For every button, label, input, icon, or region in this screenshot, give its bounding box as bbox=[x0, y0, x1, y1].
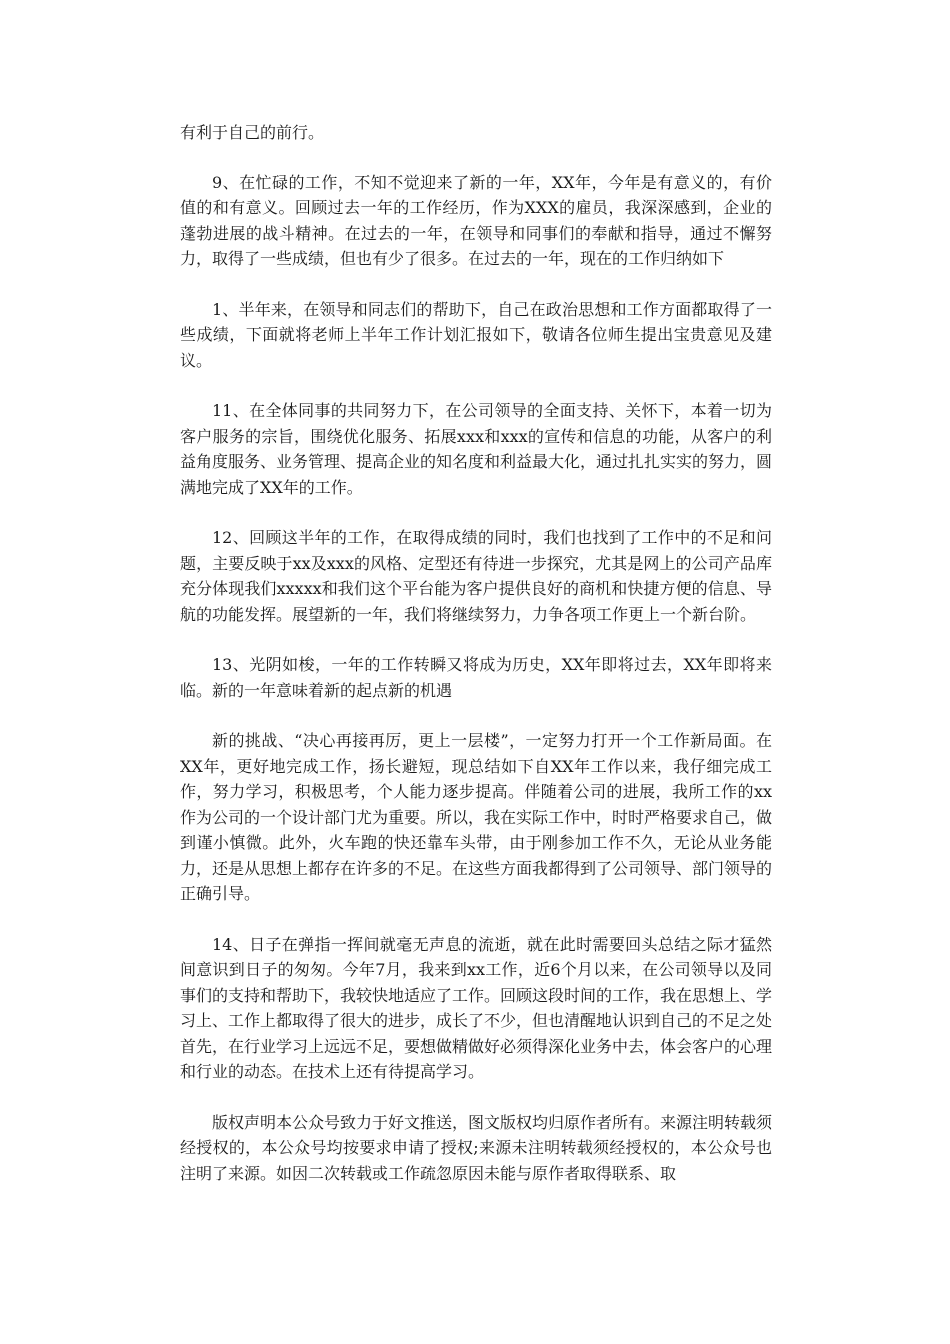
paragraph-copyright-notice: 版权声明本公众号致力于好文推送，图文版权均归原作者所有。来源注明转载须经授权的，本公众号均按要求申请了授权;来源未注明转载须经授权的，本公众号也注明了来源。如因二次转载或工作疏忽原因未能与原作者取得联系、取 bbox=[180, 1112, 773, 1183]
paragraph-continuation: 有利于自己的前行。 bbox=[180, 123, 325, 142]
paragraph-item-9: 9、在忙碌的工作，不知不觉迎来了新的一年，XX年，今年是有意义的，有价值的和有意义。回顾过去一年的工作经历，作为XXX的雇员，我深深感到，企业的蓬勃进展的战斗精神。在过去的一年，在领导和同事们的奉献和指导，通过不懈努力，取得了一些成绩，但也有少了很多。在过去的一年，现在的工作归纳如下 bbox=[180, 172, 772, 268]
paragraph-item-12: 12、回顾这半年的工作，在取得成绩的同时，我们也找到了工作中的不足和问题，主要反映于xx及xxx的风格、定型还有待进一步探究，尤其是网上的公司产品库充分体现我们xxxxx和我们这个平台能为客户提供良好的商机和快捷方便的信息、导航的功能发挥。展望新的一年，我们将继续努力，力争各项工作更上一个新台阶。 bbox=[180, 528, 772, 624]
paragraph-item-14: 14、日子在弹指一挥间就毫无声息的流逝，就在此时需要回头总结之际才猛然间意识到日子的匆匆。今年7月，我来到xx工作，近6个月以来，在公司领导以及同事们的支持和帮助下，我较快地适应了工作。回顾这段时间的工作，我在思想上、学习上、工作上都取得了很大的进步，成长了不少，但也清醒地认识到自己的不足之处首先，在行业学习上远远不足，要想做精做好必须得深化业务中去，体会客户的心理和行业的动态。在技术上还有待提高学习。 bbox=[180, 934, 773, 1081]
paragraph-item-11: 11、在全体同事的共同努力下，在公司领导的全面支持、关怀下，本着一切为客户服务的宗旨，围绕优化服务、拓展xxx和xxx的宣传和信息的功能，从客户的利益角度服务、业务管理、提高企业的知名度和利益最大化，通过扎扎实实的努力，圆满地完成了XX年的工作。 bbox=[180, 401, 773, 497]
paragraph-new-challenges: 新的挑战、“决心再接再厉，更上一层楼”，一定努力打开一个工作新局面。在XX年，更好地完成工作，扬长避短，现总结如下自XX年工作以来，我仔细完成工作，努力学习，积极思考，个人能力逐步提高。伴随着公司的进展，我所工作的xx作为公司的一个设计部门尤为重要。所以，我在实际工作中，时时严格要求自己，做到谨小慎微。此外，火车跑的快还靠车头带，由于刚参加工作不久，无论从业务能力，还是从思想上都存在许多的不足。在这些方面我都得到了公司领导、部门领导的正确引导。 bbox=[180, 731, 773, 903]
paragraph-item-1: 1、半年来，在领导和同志们的帮助下，自己在政治思想和工作方面都取得了一些成绩，下面就将老师上半年工作计划汇报如下，敬请各位师生提出宝贵意见及建议。 bbox=[180, 299, 772, 370]
document-body bbox=[180, 120, 772, 1211]
paragraph-item-13: 13、光阴如梭，一年的工作转瞬又将成为历史，XX年即将过去，XX年即将来临。新的一年意味着新的起点新的机遇 bbox=[180, 655, 772, 700]
